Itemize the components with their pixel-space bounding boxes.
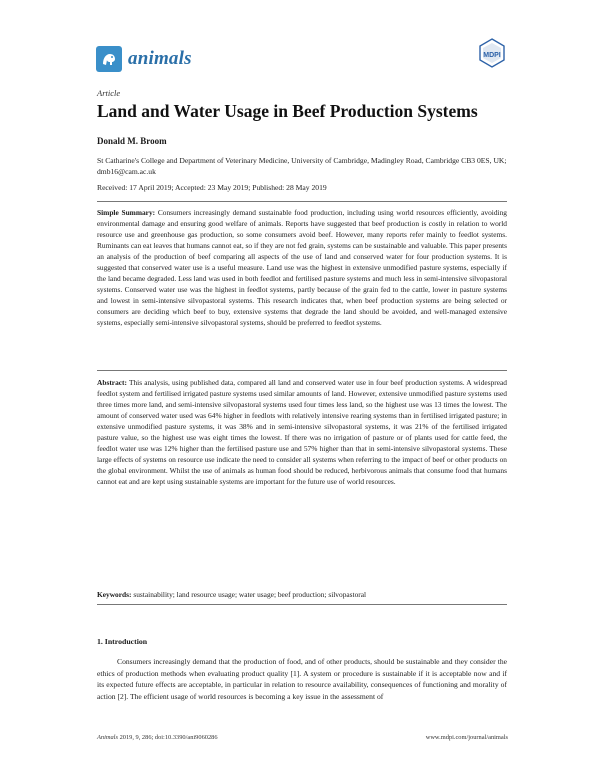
keywords-label: Keywords: [97,590,132,599]
abstract-label: Abstract: [97,378,127,387]
mdpi-logo-text: MDPI [483,52,501,59]
journal-name: animals [128,48,192,69]
introduction-text: Consumers increasingly demand that the production of food, and of other products, should be sustainable and they consider the ethics of production methods when evaluating product quality [1]. A system or procedure is sustainable if it is acceptable now and if its expected future effects are acceptable, in particular in relation to resource availability, consequences of functioning and morality of action [2]. The efficient usage of world resources is becoming a key issue in the assessment of [97,657,507,701]
section-heading: 1. Introduction [97,637,148,646]
journal-logo[interactable] [96,46,192,72]
footer-website-link[interactable]: www.mdpi.com/journal/animals [425,734,508,741]
footer-doi[interactable]: 2019, 9, 286; doi:10.3390/ani9060286 [119,734,218,741]
divider [97,370,507,371]
abstract [97,377,507,487]
animals-logo-icon [96,46,122,72]
author-name: Donald M. Broom [97,136,167,146]
abstract-text: This analysis, using published data, compared all land and conserved water use in four beef production systems. A widespread feedlot system and fertilised irrigated pasture systems used similar amounts of land. However, extensive unmodified pasture systems used three times more land, and semi-intensive silvopastoral systems used four times less land, so the highest use was 13 times the lowest. The amount of conserved water used was 64% higher in feedlots with relatively intensive rearing systems than in fertilised irrigated pasture; in extensive unmodified pasture systems, it was 38% and in semi-intensive silvopastoral systems, it was 21% of the fertilised irrigated pasture value, so the highest use was eight times the lowest. If there was no irrigation of pasture or of plants used for cattle feed, the feedlot water use was 12% higher than the fertilised pasture use and 57% higher than that in semi-intensive silvopastoral systems. These large effects of systems on resource use indicate the need to consider all systems when referring to the impact of beef or other products on the global environment. Whilst the use of animals as human food should be reduced, herbivorous animals that consume food that humans cannot eat and are kept using sustainable systems are important for the future use of world resources. [97,378,507,487]
simple-summary-text: Consumers increasingly demand sustainable food production, including using world resources efficiently, avoiding environmental damage and ensuring good welfare of animals. Reports have suggested that beef production is costly in relation to world resource use and greenhouse gas production, so some consumers avoid beef. However, many reports refer mainly to feedlot systems. Ruminants can eat leaves that humans cannot eat, so if they are not fed grain, systems can be sustainable and valuable. This paper presents an analysis of the production of beef comparing all aspects of the use of land and conserved water for four production systems. It is suggested that conserved water use is a useful measure. Land use was the highest in extensive unmodified pasture systems, especially if the land became degraded. Less land was used in both feedlot and fertilised pasture systems and much less in semi-intensive silvopastoral systems. Conserved water use was the highest in feedlot systems, partly because of the grain fed to the cattle, lower in pasture systems and lowest in semi-intensive silvopastoral systems. This research indicates that, when beef production systems are being selected or consumers are deciding which beef to buy, extensive systems that degrade the land should be avoided, and well-managed extensive systems, especially semi-intensive silvopastoral systems, should be preferred to feedlot systems. [97,208,507,328]
mdpi-logo[interactable] [478,38,506,72]
article-title: Land and Water Usage in Beef Production Systems [97,101,478,121]
article-type: Article [97,88,121,98]
publication-dates: Received: 17 April 2019; Accepted: 23 May 2019; Published: 28 May 2019 [97,183,327,192]
simple-summary [97,207,507,329]
mdpi-logo-icon [478,38,506,72]
divider [97,604,507,605]
keywords [97,589,507,600]
footer-citation [97,734,218,741]
author-affiliation: St Catharine's College and Department of Veterinary Medicine, University of Cambridge, Madingley Road, Cambridge CB3 0ES, UK; dmb16@cam.ac.uk [97,156,507,176]
simple-summary-label: Simple Summary: [97,208,156,217]
footer-journal: Animals [97,734,118,741]
keywords-text: sustainability; land resource usage; water usage; beef production; silvopastoral [133,590,367,599]
divider [97,201,507,202]
